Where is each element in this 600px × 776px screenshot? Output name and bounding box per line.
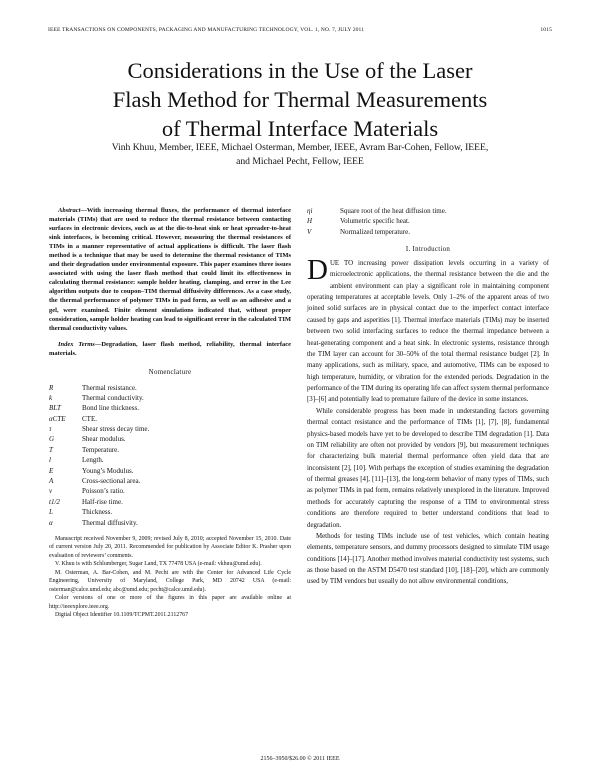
abstract-text: With increasing thermal fluxes, the performance of thermal interface materials (TIMs) that are used to reduce the thermal resistance between contacting surfaces in electronic devices, such as at the die-to-heat sink or heat spreader-to-heat sink interfaces, is becoming critical. However, measuring the thermal resistances of TIMs in a manner representative of actual applications is difficult. The laser flash method is a technique that may be used to determine the thermal resistance of TIMs and their degradation under environmental exposure. This paper examines three issues associated with using the laser flash method that could limit its effectiveness in calculating thermal resistance: sample holder heating, clamping, and error in the Lee algorithm outputs due to coupon–TIM thermal diffusivity differences. As a case study, the thermal performance of polymer TIMs in pad form, as well as an adhesive and a gel, were examined. Finite element simulations indicated that, without proper consideration, sample holder heating can lead to significant error in the calculated TIM thermal conductivity values. xyxy=(49,207,292,332)
nomenclature-row xyxy=(49,476,291,486)
left-column xyxy=(49,206,291,620)
nomenclature-continued xyxy=(307,206,549,237)
right-column xyxy=(307,206,549,588)
nomenclature-symbol: ν xyxy=(49,487,53,496)
author-list xyxy=(40,141,560,168)
nomenclature-row xyxy=(49,455,291,465)
nomenclature-symbol: L xyxy=(49,508,53,517)
nomenclature-row xyxy=(49,414,291,424)
nomenclature-definition: Bond line thickness. xyxy=(82,404,139,413)
author-line: Vinh Khuu, Member, IEEE, Michael Osterman, Member, IEEE, Avram Bar-Cohen, Fellow, IEEE, xyxy=(111,142,489,153)
footnote: V. Khuu is with Schlumberger, Sugar Land, TX 77478 USA (e-mail: vkhuu@umd.edu). xyxy=(55,561,262,568)
nomenclature-definition: Length. xyxy=(82,456,104,465)
nomenclature-definition: Square root of the heat diffusion time. xyxy=(340,207,447,215)
index-terms-label: Index Terms xyxy=(58,340,95,348)
nomenclature-list xyxy=(49,383,291,528)
nomenclature-definition: Temperature. xyxy=(82,445,120,454)
page-number: 1015 xyxy=(540,27,552,33)
nomenclature-row xyxy=(49,403,291,413)
nomenclature-row xyxy=(49,518,291,528)
nomenclature-definition: Thickness. xyxy=(82,508,113,517)
intro-paragraph: Methods for testing TIMs include use of test vehicles, which contain heating elements, temperature sensors, and dummy processors designed to simulate TIM usage conditions [14]–[17]. Another method involves material conductivity test systems, such as those based on the ASTM D5470 test standard [10], [18]–[20], which are commonly used by TIM vendors but usually do not allow environmental conditions, xyxy=(307,532,549,586)
nomenclature-definition: Thermal conductivity. xyxy=(82,393,144,402)
nomenclature-definition: CTE. xyxy=(82,414,97,423)
nomenclature-symbol: E xyxy=(49,466,54,475)
nomenclature-symbol: V xyxy=(307,227,312,236)
nomenclature-row xyxy=(49,507,291,517)
footnote: Manuscript received November 9, 2009; revised July 8, 2010; accepted November 15, 2010. Date of current version July 20, 2011. Recommended for publication by Associate Editor K. Prasher upon evaluation of reviewers’ comments. xyxy=(49,535,291,559)
footnote: Color versions of one or more of the figures in this paper are available online at http://ieeexplore.ieee.org. xyxy=(49,595,291,610)
nomenclature-row xyxy=(49,393,291,403)
nomenclature-row xyxy=(49,434,291,444)
nomenclature-symbol: l xyxy=(49,456,51,465)
nomenclature-row xyxy=(49,445,291,455)
author-line: and Michael Pecht, Fellow, IEEE xyxy=(236,155,364,167)
nomenclature-definition: Shear stress decay time. xyxy=(82,425,150,434)
nomenclature-row xyxy=(49,466,291,476)
index-terms: Index Terms—Degradation, laser flash method, reliability, thermal interface materials. xyxy=(49,340,291,357)
nomenclature-row xyxy=(307,216,549,226)
title-line: of Thermal Interface Materials xyxy=(161,116,439,141)
nomenclature-definition: Thermal diffusivity. xyxy=(82,518,138,527)
footnotes xyxy=(49,535,291,620)
nomenclature-definition: Young’s Modulus. xyxy=(82,466,134,475)
nomenclature-row xyxy=(307,206,549,216)
nomenclature-row xyxy=(49,486,291,496)
drop-cap: D xyxy=(307,253,328,286)
copyright-footer: 2156–3950/$26.00 © 2011 IEEE xyxy=(260,756,340,762)
abstract: Abstract—With increasing thermal fluxes, the performance of thermal interface materials (TIMs) that are used to reduce the thermal resistance between contacting surfaces in electronic devices, such as at the die-to-heat sink or heat spreader-to-heat sink interfaces, is becoming critical. However, measuring the thermal resistances of TIMs in a manner representative of actual applications is difficult. The laser flash method is a technique that may be used to determine the thermal resistance of TIMs and their degradation under environmental exposure. This paper examines three issues associated with using the laser flash method that could limit its effectiveness in calculating thermal resistance: sample holder heating, clamping, and error in the Lee algorithm outputs due to coupon–TIM thermal diffusivity differences. As a case study, the thermal performance of polymer TIMs in pad form, as well as an adhesive and a gel, were examined. Finite element simulations indicated that, without proper consideration, sample holder heating can lead to significant error in the calculated TIM thermal conductivity values. xyxy=(49,207,292,332)
abstract-label: Abstract xyxy=(58,207,81,214)
paper-title xyxy=(40,56,560,143)
nomenclature-symbol: BLT xyxy=(49,404,61,413)
nomenclature-symbol: k xyxy=(49,393,53,402)
nomenclature-row xyxy=(49,497,291,507)
running-head: IEEE TRANSACTIONS ON COMPONENTS, PACKAGING AND MANUFACTURING TECHNOLOGY, VOL. 1, NO. 7, JULY 2011 xyxy=(48,27,365,33)
nomenclature-definition: Thermal resistance. xyxy=(82,383,137,392)
nomenclature-symbol: R xyxy=(49,383,54,392)
footnote: Digital Object Identifier 10.1109/TCPMT.2011.2112767 xyxy=(55,612,189,619)
nomenclature-symbol: A xyxy=(49,477,54,486)
nomenclature-row xyxy=(307,227,549,237)
nomenclature-symbol: t1/2 xyxy=(49,497,60,506)
nomenclature-row xyxy=(49,383,291,393)
nomenclature-definition: Poisson’s ratio. xyxy=(82,487,125,496)
introduction-heading: I. Introduction xyxy=(405,246,451,254)
nomenclature-definition: Half-rise time. xyxy=(82,497,123,506)
footnote: M. Osterman, A. Bar-Cohen, and M. Pecht are with the Center for Advanced Life Cycle Engineering, University of Maryland, College Park, MD 20742 USA (e-mail: osterman@calce.umd.edu; abc@umd.edu; pecht@calce.umd.edu). xyxy=(49,569,291,593)
intro-paragraph xyxy=(307,253,549,406)
nomenclature-definition: Normalized temperature. xyxy=(340,227,410,236)
nomenclature-symbol: ηi xyxy=(307,207,313,215)
index-terms-text: Degradation, laser flash method, reliability, thermal interface materials. xyxy=(49,340,291,357)
nomenclature-row xyxy=(49,424,291,434)
nomenclature-symbol: τ xyxy=(49,425,52,434)
intro-paragraph-text: UE TO increasing power dissipation levels occurring in a variety of microelectronic applications, the thermal resistance between the die and the ambient environment can play a significant role in maintaining component operating temperatures at acceptable levels. Only 1–2% of the apparent areas of two joined solid surfaces are in physical contact due to the imperfect contact interface caused by gaps and asperities [1]. Thermal interface materials (TIMs) may be inserted between two solid interfacing surfaces to reduce the thermal impedance between a heat-generating component and a heat sink. In electronic systems, resistance through the TIM layer can account for 30–50% of the total thermal resistance budget [2]. In many applications, such as military, space, and automotive, TIMs can be exposed to high temperature, humidity, or vibration for the extended periods. Degradation in the performance of the TIM during its operating life can affect system thermal performance [3]–[6] and potentially lead to premature failure of the device in some instances. xyxy=(307,259,549,404)
nomenclature-definition: Shear modulus. xyxy=(82,435,126,444)
nomenclature-symbol: H xyxy=(307,217,313,226)
nomenclature-symbol: G xyxy=(49,435,55,444)
title-line: Flash Method for Thermal Measurements xyxy=(112,87,488,112)
nomenclature-symbol: α xyxy=(49,518,53,527)
nomenclature-symbol: T xyxy=(49,445,53,454)
nomenclature-symbol: αCTE xyxy=(49,414,66,423)
intro-paragraph: While considerable progress has been made in understanding factors governing thermal contact resistance and the performance of TIMs [1], [7], [8], fundamental physics-based models have yet to be developed to describe TIM degradation [1]. Data on TIM reliability are often not provided by vendors [9], but measurement techniques for characterizing bulk material thermal performance often yield data that are inconsistent [2], [10]. With perhaps the exception of studies examining the degradation of thermal greases [4], [11]–[13], the long-term behavior of many types of TIMs, such as polymer TIMs in pad form, remains relatively unexplored in the literature. Improved methods for accurately capturing the response of a TIM to environmental stress conditions are therefore required to better understand conditions that lead to degradation. xyxy=(307,407,549,529)
nomenclature-definition: Volumetric specific heat. xyxy=(340,217,410,226)
nomenclature-definition: Cross-sectional area. xyxy=(82,477,141,486)
nomenclature-heading: Nomenclature xyxy=(148,368,192,376)
title-line: Considerations in the Use of the Laser xyxy=(127,58,473,83)
